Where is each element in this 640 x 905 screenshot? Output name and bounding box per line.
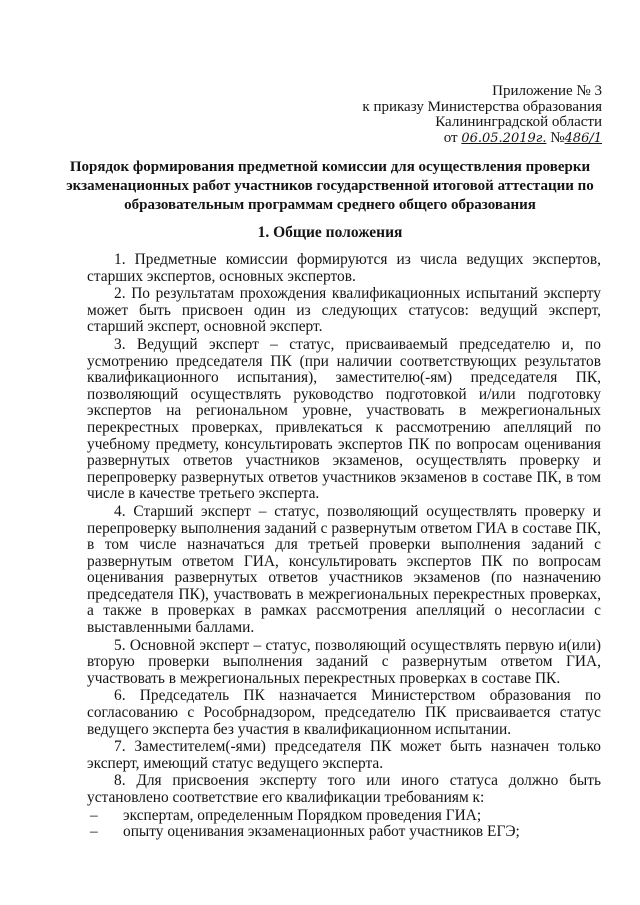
appendix-number: Приложение № 3 <box>492 83 602 99</box>
list-dash: – <box>90 823 98 841</box>
appendix-date-line <box>362 131 602 147</box>
list-dash: – <box>90 806 98 824</box>
paragraph-3: 3. Ведущий эксперт – статус, присваиваемый председателю и, по усмотрению председателя ПК (при наличии соответствующих результатов квалификационного испытания), заместителю(-ям) председателя ПК, позволяющий осуществлять руководство подготовкой и/или подготовку экспертов на региональном уровне, участвовать в межрегиональных перекрестных проверках, привлекаться к рассмотрению апелляций по учебному предмету, консультировать экспертов ПК по вопросам оценивания развернутых ответов участников экзаменов, осуществлять проверку и перепроверку развернутых ответов участников экзаменов в составе ПК, в том числе в качестве третьего эксперта. <box>87 335 601 503</box>
paragraph-7: 7. Заместителем(-ями) председателя ПК может быть назначен только эксперт, имеющий статус ведущего эксперта. <box>87 738 601 772</box>
list-item-text: опыту оценивания экзаменационных работ участников ЕГЭ; <box>123 823 520 841</box>
appendix-number-sign: № <box>550 129 565 146</box>
paragraph-5: 5. Основной эксперт – статус, позволяющий осуществлять первую и(или) вторую проверки выполнения заданий с развернутым ответом ГИА, участвовать в межрегиональных перекрестных проверках в составе ПК. <box>87 636 601 687</box>
paragraph-6: 6. Председатель ПК назначается Министерством образования по согласованию с Рособрнадзором, председателю ПК присваивается статус ведущего эксперта без участия в квалификационном испытании. <box>87 687 601 738</box>
appendix-header <box>362 84 602 146</box>
handwritten-order-number: 486/1 <box>564 130 602 146</box>
paragraph-8: 8. Для присвоения эксперту того или иного статуса должно быть установлено соответствие его квалификации требованиям к: <box>87 772 601 806</box>
list-item <box>87 824 601 841</box>
list-item-text: экспертам, определенным Порядком проведения ГИА; <box>123 806 482 824</box>
document-title: Порядок формирования предметной комиссии для осуществления проверки экзаменационных работ участников государственной итоговой аттестации по образовательным программам среднего общего образования <box>66 159 594 213</box>
appendix-from: от <box>443 129 458 146</box>
list-item <box>87 808 601 825</box>
document-body <box>87 252 601 841</box>
paragraph-2: 2. По результатам прохождения квалификационных испытаний эксперту может быть присвоен один из следующих статусов: ведущий эксперт, старший эксперт, основной эксперт. <box>87 285 601 336</box>
paragraph-4: 4. Старший эксперт – статус, позволяющий осуществлять проверку и перепроверку выполнения заданий с развернутым ответом ГИА в составе ПК, в том числе назначаться для третьей проверки выполнения заданий с развернутым ответом ГИА, консультировать экспертов ПК по вопросам оценивания развернутых ответов участников экзаменов (по назначению председателя ПК), участвовать в межрегиональных перекрестных проверках, а также в проверках в рамках рассмотрения апелляций о несогласии с выставленными баллами. <box>87 502 601 637</box>
appendix-order: к приказу Министерства образования <box>362 98 602 115</box>
handwritten-date: 06.05.2019г. <box>461 130 547 146</box>
section-heading: 1. Общие положения <box>257 224 403 241</box>
appendix-region: Калининградской области <box>435 114 602 130</box>
paragraph-1: 1. Предметные комиссии формируются из числа ведущих экспертов, старших экспертов, основных экспертов. <box>87 251 601 285</box>
